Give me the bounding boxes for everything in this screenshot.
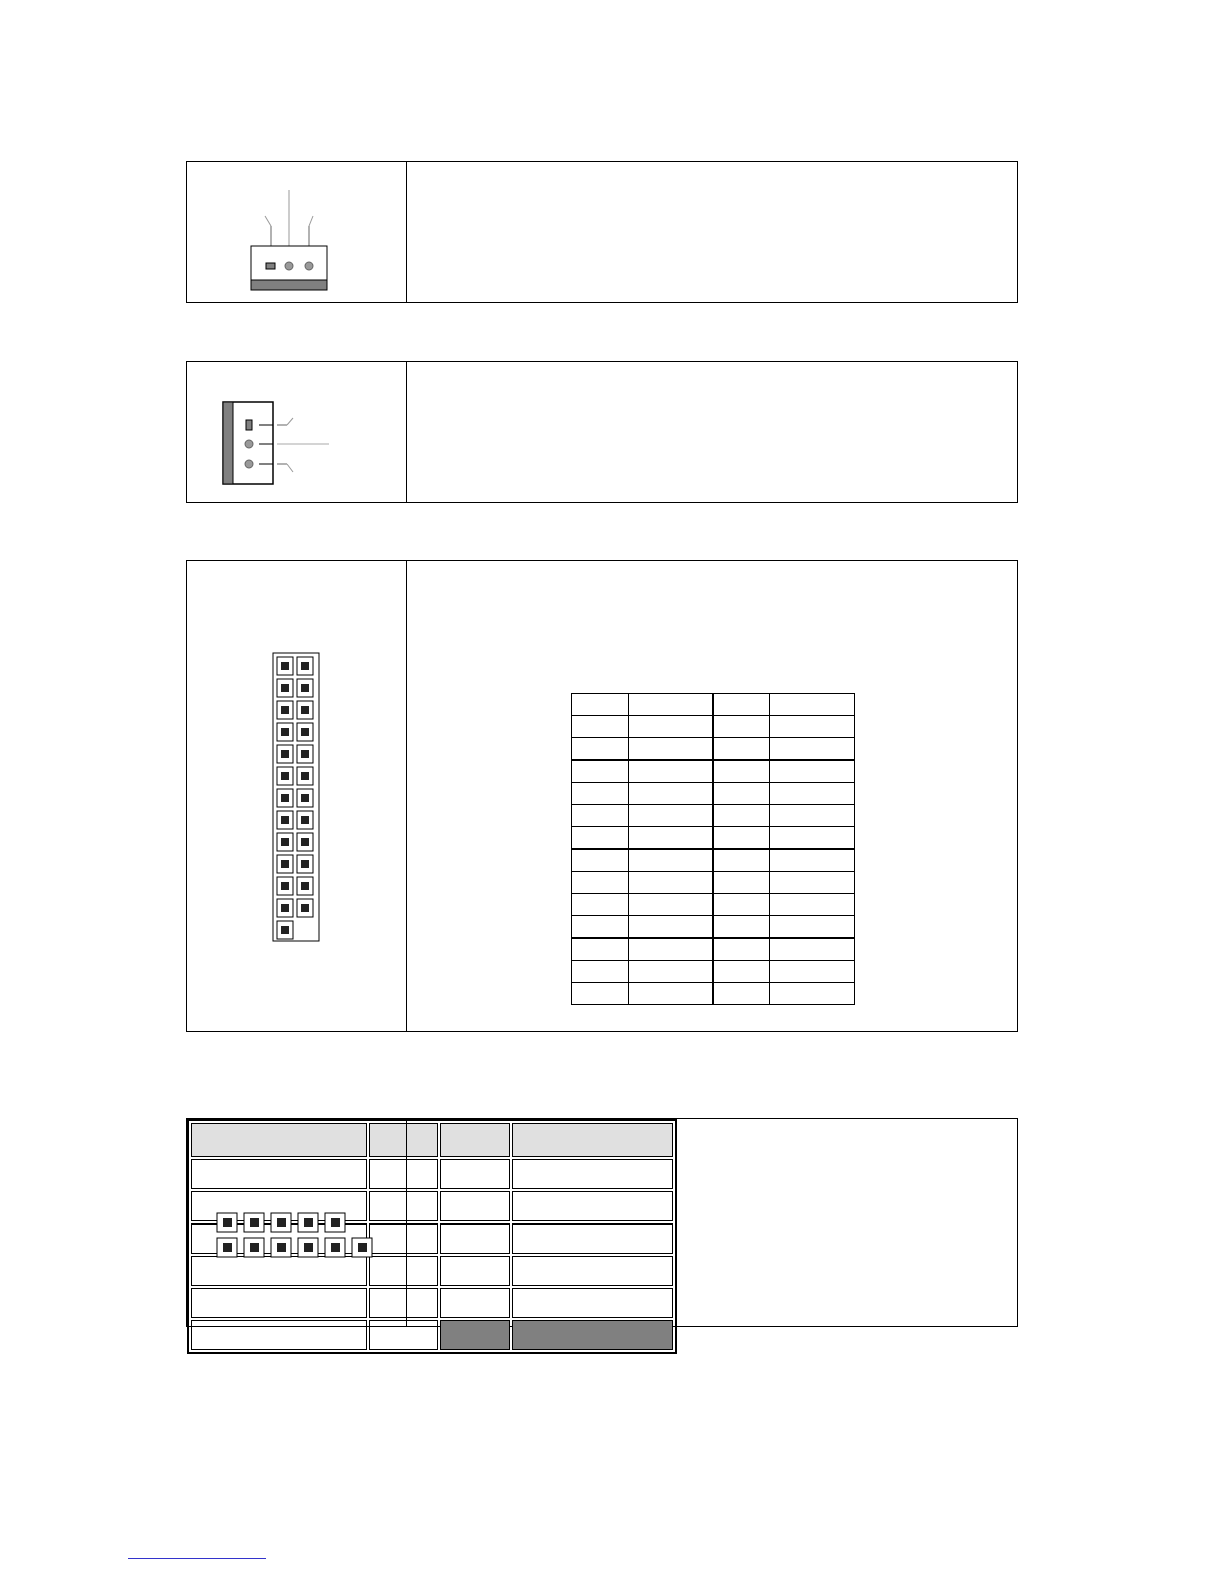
pin xyxy=(281,882,289,890)
table-cell xyxy=(440,1123,510,1157)
table-cell xyxy=(629,805,713,827)
table-cell xyxy=(191,1123,367,1157)
table-cell xyxy=(713,961,770,983)
table-cell xyxy=(191,1159,367,1189)
table-cell xyxy=(572,805,629,827)
table-row xyxy=(572,916,855,939)
pin xyxy=(301,728,309,736)
table-cell xyxy=(572,938,629,961)
table-cell xyxy=(713,849,770,872)
table-cell xyxy=(572,694,629,716)
pin xyxy=(281,750,289,758)
panel-divider xyxy=(406,561,407,1031)
connector-panel-2 xyxy=(186,361,1018,503)
pin xyxy=(301,794,309,802)
table-cell xyxy=(440,1288,510,1318)
table-cell xyxy=(629,961,713,983)
table-row xyxy=(572,805,855,827)
table-row xyxy=(572,716,855,738)
pin xyxy=(304,1218,313,1227)
table-cell xyxy=(191,1288,367,1318)
table-row xyxy=(572,760,855,783)
table-cell xyxy=(629,849,713,872)
table-cell xyxy=(713,760,770,783)
pin xyxy=(358,1243,367,1252)
table-cell xyxy=(572,872,629,894)
table-cell xyxy=(512,1288,673,1318)
table-row xyxy=(572,961,855,983)
pin xyxy=(301,838,309,846)
table-cell xyxy=(770,738,855,761)
pin xyxy=(301,662,309,670)
table-cell xyxy=(713,983,770,1005)
table-cell xyxy=(572,849,629,872)
table-row xyxy=(572,938,855,961)
pin xyxy=(301,904,309,912)
table-cell xyxy=(440,1223,510,1254)
table-cell xyxy=(770,916,855,939)
table-cell xyxy=(629,783,713,805)
table-row xyxy=(572,738,855,761)
table-cell xyxy=(572,760,629,783)
table-row xyxy=(572,983,855,1005)
table-cell xyxy=(572,827,629,850)
pin xyxy=(250,1218,259,1227)
table-cell xyxy=(770,894,855,916)
table-cell xyxy=(629,716,713,738)
pin xyxy=(301,816,309,824)
table-cell xyxy=(512,1123,673,1157)
pin xyxy=(223,1243,232,1252)
table-cell xyxy=(770,872,855,894)
table-row xyxy=(191,1320,673,1350)
table-cell xyxy=(713,738,770,761)
table-row xyxy=(191,1159,673,1189)
pin xyxy=(301,860,309,868)
pin-header-diagram-12 xyxy=(215,1209,385,1269)
pin xyxy=(281,794,289,802)
pin xyxy=(281,684,289,692)
pin xyxy=(281,816,289,824)
table-cell xyxy=(369,1320,438,1350)
table-cell xyxy=(369,1123,438,1157)
table-cell xyxy=(770,805,855,827)
pin xyxy=(281,838,289,846)
table-row xyxy=(572,694,855,716)
pin xyxy=(223,1218,232,1227)
table-cell xyxy=(512,1256,673,1286)
table-cell xyxy=(629,872,713,894)
table-cell xyxy=(512,1191,673,1221)
table-cell xyxy=(770,694,855,716)
table-cell xyxy=(572,961,629,983)
table-row xyxy=(191,1288,673,1318)
table-cell xyxy=(770,938,855,961)
pin xyxy=(277,1218,286,1227)
panel-divider xyxy=(406,1119,407,1326)
table-cell xyxy=(369,1288,438,1318)
panel-divider xyxy=(406,362,407,502)
table-cell xyxy=(440,1320,510,1350)
pin xyxy=(277,1243,286,1252)
table-row xyxy=(572,849,855,872)
table-cell xyxy=(629,894,713,916)
table-cell xyxy=(713,805,770,827)
table-cell xyxy=(770,716,855,738)
pin xyxy=(281,860,289,868)
pin xyxy=(331,1218,340,1227)
table-cell xyxy=(713,938,770,961)
pin xyxy=(281,706,289,714)
table-cell xyxy=(629,827,713,850)
table-cell xyxy=(713,916,770,939)
pin-header-diagram-26 xyxy=(271,651,331,951)
table-cell xyxy=(629,938,713,961)
table-cell xyxy=(713,872,770,894)
table-row xyxy=(572,894,855,916)
table-cell xyxy=(572,716,629,738)
table-cell xyxy=(629,694,713,716)
pin xyxy=(304,1243,313,1252)
table-cell xyxy=(629,738,713,761)
connector-panel-3 xyxy=(186,560,1018,1032)
table-cell xyxy=(572,738,629,761)
pin xyxy=(281,662,289,670)
table-cell xyxy=(713,827,770,850)
table-cell xyxy=(440,1191,510,1221)
pin-assignment-table xyxy=(571,693,855,1005)
table-cell xyxy=(629,916,713,939)
table-cell xyxy=(770,827,855,850)
fan-connector-diagram-horizontal xyxy=(247,182,347,302)
pin xyxy=(301,772,309,780)
pin xyxy=(301,750,309,758)
pin xyxy=(281,728,289,736)
pin xyxy=(281,772,289,780)
table-cell xyxy=(512,1159,673,1189)
table-row xyxy=(572,872,855,894)
table-row xyxy=(572,783,855,805)
footnote-rule xyxy=(128,1558,266,1559)
table-row xyxy=(572,827,855,850)
table-cell xyxy=(191,1320,367,1350)
pin xyxy=(331,1243,340,1252)
connector-panel-4 xyxy=(186,1118,1018,1327)
pin xyxy=(301,706,309,714)
table-header-row xyxy=(191,1123,673,1157)
table-cell xyxy=(770,760,855,783)
pin xyxy=(281,904,289,912)
pin xyxy=(250,1243,259,1252)
table-cell xyxy=(713,694,770,716)
pin xyxy=(301,882,309,890)
table-cell xyxy=(572,783,629,805)
table-cell xyxy=(572,983,629,1005)
table-cell xyxy=(369,1159,438,1189)
table-cell xyxy=(572,894,629,916)
table-cell xyxy=(440,1159,510,1189)
panel-divider xyxy=(406,162,407,302)
pin xyxy=(281,926,289,934)
table-cell xyxy=(512,1223,673,1254)
connector-panel-1 xyxy=(186,161,1018,303)
table-cell xyxy=(440,1256,510,1286)
table-cell xyxy=(512,1320,673,1350)
table-cell xyxy=(770,961,855,983)
table-cell xyxy=(770,983,855,1005)
pin xyxy=(301,684,309,692)
table-cell xyxy=(770,783,855,805)
table-cell xyxy=(572,916,629,939)
table-cell xyxy=(629,760,713,783)
table-cell xyxy=(770,849,855,872)
table-cell xyxy=(713,783,770,805)
table-cell xyxy=(713,716,770,738)
table-cell xyxy=(629,983,713,1005)
table-cell xyxy=(713,894,770,916)
fan-connector-diagram-vertical xyxy=(217,396,347,496)
